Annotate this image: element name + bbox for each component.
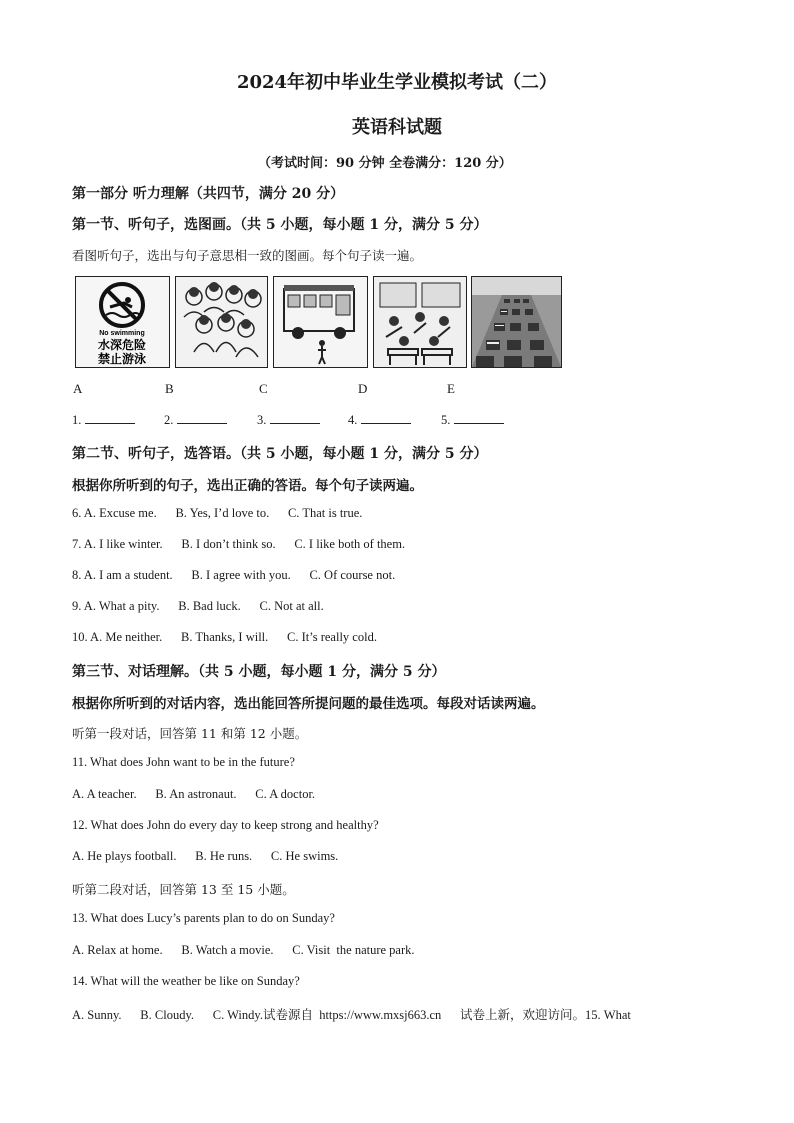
picture-b: [175, 276, 268, 368]
question-13-options: A. Relax at home. B. Watch a movie. C. Visit the nature park.: [72, 943, 415, 957]
blank-line[interactable]: [85, 411, 135, 424]
picture-d: [373, 276, 467, 368]
question-11: 11. What does John want to be in the future?: [72, 755, 295, 769]
sign-text-en: No swimming: [99, 330, 145, 337]
sign-text-cn2: 禁止游泳: [97, 352, 147, 366]
picture-label-e: E: [447, 381, 455, 396]
section3-heading: 第三节、对话理解。（共 5 小题，每小题 1 分，满分 5 分）: [72, 664, 446, 680]
section3-instruction: 根据你所听到的对话内容，选出能回答所提问题的最佳选项。每段对话读两遍。: [72, 696, 545, 712]
dialog2-intro: 听第二段对话，回答第 13 至 15 小题。: [72, 882, 295, 897]
answer-blank-3[interactable]: [257, 411, 320, 428]
blank-line[interactable]: [454, 411, 504, 424]
question-8: 8. A. I am a student. B. I agree with you. C. Of course not.: [72, 568, 396, 582]
question-9: 9. A. What a pity. B. Bad luck. C. Not at all.: [72, 599, 324, 613]
answer-blank-2[interactable]: [164, 411, 227, 428]
picture-a: [75, 276, 170, 368]
answer-number: 3.: [257, 413, 267, 427]
answer-blank-4[interactable]: [348, 411, 411, 428]
exam-info: （考试时间：90 分钟 全卷满分：120 分）: [258, 156, 512, 171]
exam-title: 2024年初中毕业生学业模拟考试（二）: [236, 72, 558, 93]
section1-heading: 第一节、听句子，选图画。（共 5 小题，每小题 1 分，满分 5 分）: [72, 217, 488, 233]
part1-heading: 第一部分 听力理解（共四节，满分 20 分）: [72, 186, 345, 202]
answer-blank-5[interactable]: [441, 411, 504, 428]
dialog1-intro: 听第一段对话，回答第 11 和第 12 小题。: [72, 726, 308, 741]
blank-line[interactable]: [361, 411, 411, 424]
question-14-options: A. Sunny. B. Cloudy. C. Windy.试卷源自 https://www.mxsj663.cn 试卷上新，欢迎访问。15. What: [72, 1008, 631, 1022]
question-12: 12. What does John do every day to keep strong and healthy?: [72, 818, 379, 832]
answer-number: 1.: [72, 413, 82, 427]
picture-label-d: D: [358, 381, 368, 396]
blank-line[interactable]: [270, 411, 320, 424]
answer-number: 2.: [164, 413, 174, 427]
picture-label-b: B: [165, 381, 174, 396]
exam-subtitle: 英语科试题: [352, 117, 442, 138]
question-11-options: A. A teacher. B. An astronaut. C. A doctor.: [72, 787, 316, 801]
picture-c: [273, 276, 368, 368]
question-12-options: A. He plays football. B. He runs. C. He swims.: [72, 849, 339, 863]
question-14: 14. What will the weather be like on Sunday?: [72, 974, 300, 988]
question-6: 6. A. Excuse me. B. Yes, I’d love to. C. That is true.: [72, 506, 363, 520]
question-10: 10. A. Me neither. B. Thanks, I will. C. It’s really cold.: [72, 630, 377, 644]
blank-line[interactable]: [177, 411, 227, 424]
answer-blank-1[interactable]: [72, 411, 135, 428]
section2-instruction: 根据你所听到的句子，选出正确的答语。每个句子读两遍。: [72, 478, 423, 494]
picture-label-c: C: [259, 381, 268, 396]
question-13: 13. What does Lucy’s parents plan to do on Sunday?: [72, 911, 335, 925]
answer-number: 4.: [348, 413, 358, 427]
picture-label-a: A: [73, 381, 83, 396]
section2-heading: 第二节、听句子，选答语。（共 5 小题，每小题 1 分，满分 5 分）: [72, 446, 488, 462]
picture-e: [471, 276, 562, 368]
sign-text-cn1: 水深危险: [97, 338, 147, 352]
question-7: 7. A. I like winter. B. I don’t think so. C. I like both of them.: [72, 537, 406, 551]
answer-number: 5.: [441, 413, 451, 427]
section1-instruction: 看图听句子，选出与句子意思相一致的图画。每个句子读一遍。: [72, 248, 423, 263]
